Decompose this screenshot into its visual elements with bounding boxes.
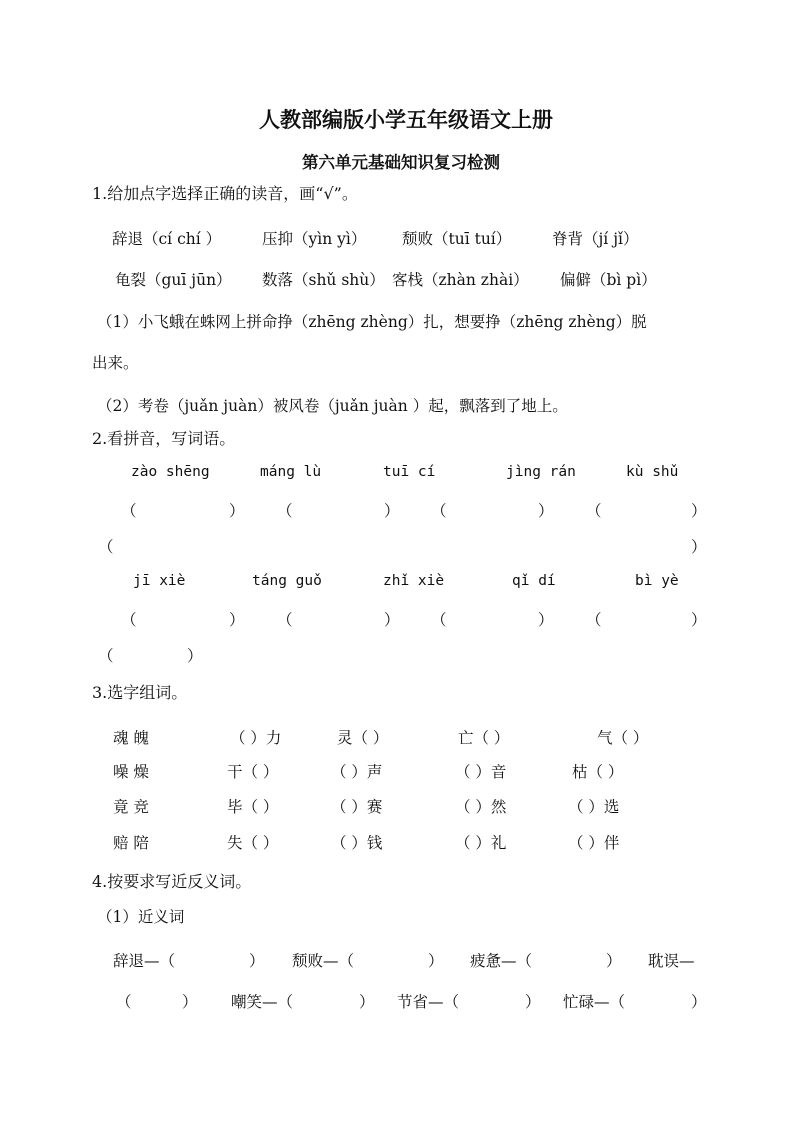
pinyin-prompt: táng guǒ <box>252 573 322 589</box>
pinyin-prompt: bì yè <box>635 573 679 589</box>
pinyin-prompt: zhǐ xiè <box>383 573 445 589</box>
q3-blank-item: 气（ ） <box>597 729 649 747</box>
q3-blank-item: （ ）选 <box>568 798 620 816</box>
answer-blank-open: （ <box>586 502 602 520</box>
pinyin-prompt: jìng rán <box>506 464 576 480</box>
q1-sentence-1-cont: 出来。 <box>92 354 139 372</box>
answer-blank-close: ） <box>187 647 203 665</box>
q4-synonym-close: ） <box>428 952 444 970</box>
q3-blank-item: 枯（ ） <box>572 763 624 781</box>
q1-item: 客栈（zhàn zhài） <box>392 271 529 289</box>
q4-synonym-item: 耽误— <box>648 952 695 970</box>
q3-blank-item: 毕（ ） <box>227 798 279 816</box>
q3-blank-item: 亡（ ） <box>458 729 510 747</box>
q4-synonym-item: 节省—（ <box>397 993 460 1011</box>
q1-item: 压抑（yìn yì） <box>262 230 367 248</box>
q3-blank-item: 失（ ） <box>227 834 279 852</box>
q1-item: 偏僻（bì pì） <box>560 271 657 289</box>
answer-blank-open: （ <box>277 611 293 629</box>
q3-blank-item: （ ）声 <box>331 763 383 781</box>
page-title: 人教部编版小学五年级语文上册 <box>259 107 553 132</box>
q1-sentence-1: （1）小飞蛾在蛛网上拼命挣（zhēng zhèng）扎，想要挣（zhēng zhèng）脱 <box>97 313 647 331</box>
answer-blank-close: ） <box>691 502 707 520</box>
q4-synonym-item: 忙碌—（ <box>563 993 626 1011</box>
q1-item: 辞退（cí chí ） <box>112 230 222 248</box>
page-subtitle: 第六单元基础知识复习检测 <box>302 153 500 172</box>
q4-subheading: （1）近义词 <box>97 908 185 926</box>
pinyin-prompt: máng lù <box>260 464 322 480</box>
pinyin-prompt: jī xiè <box>133 573 186 589</box>
q1-sentence-2: （2）考卷（juǎn juàn）被风卷（juǎn juàn ）起，飘落到了地上。 <box>97 397 568 415</box>
answer-blank-close: ） <box>384 502 400 520</box>
answer-blank-close: ） <box>384 611 400 629</box>
answer-blank-close: ） <box>691 538 707 556</box>
question-3-heading: 3.选字组词。 <box>92 683 188 702</box>
answer-blank-open: （ <box>586 611 602 629</box>
q3-blank-item: （ ）音 <box>455 763 507 781</box>
q4-synonym-item: 颓败—（ <box>292 952 355 970</box>
q3-blank-item: （ ）伴 <box>568 834 620 852</box>
q4-synonym-item: 辞退—（ <box>113 952 176 970</box>
q3-char-pair: 竟 竞 <box>113 798 149 816</box>
q4-synonym-item: 嘲笑—（ <box>231 993 294 1011</box>
question-2-heading: 2.看拼音，写词语。 <box>92 429 236 448</box>
pinyin-prompt: qǐ dí <box>512 573 556 589</box>
q1-item: 颓败（tuī tuí） <box>402 230 512 248</box>
q4-synonym-close: ） <box>606 952 622 970</box>
question-4-heading: 4.按要求写近反义词。 <box>92 872 252 891</box>
q4-synonym-close: ） <box>525 993 541 1011</box>
answer-blank-close: ） <box>229 502 245 520</box>
answer-blank-open: （ <box>98 647 114 665</box>
q3-char-pair: 赔 陪 <box>113 834 149 852</box>
pinyin-prompt: zào shēng <box>131 464 210 480</box>
q3-blank-item: （ ）钱 <box>331 834 383 852</box>
q1-item: 数落（shǔ shù） <box>262 271 385 289</box>
q3-blank-item: 灵（ ） <box>337 729 389 747</box>
answer-blank-open: （ <box>431 611 447 629</box>
q4-synonym-close: ） <box>249 952 265 970</box>
q3-blank-item: （ ）礼 <box>455 834 507 852</box>
answer-blank-close: ） <box>691 611 707 629</box>
q3-blank-item: （ ）然 <box>455 798 507 816</box>
answer-blank-open: （ <box>121 611 137 629</box>
q3-blank-item: （ ）力 <box>230 729 282 747</box>
q4-synonym-close: ） <box>182 993 198 1011</box>
pinyin-prompt: kù shǔ <box>626 464 679 480</box>
pinyin-prompt: tuī cí <box>383 464 436 480</box>
answer-blank-close: ） <box>229 611 245 629</box>
answer-blank-open: （ <box>98 538 114 556</box>
question-1-heading: 1.给加点字选择正确的读音，画“√”。 <box>92 184 358 203</box>
q3-char-pair: 噪 燥 <box>113 763 149 781</box>
answer-blank-open: （ <box>121 502 137 520</box>
q4-synonym-close: ） <box>691 993 707 1011</box>
q1-item: 龟裂（guī jūn） <box>115 271 232 289</box>
answer-blank-open: （ <box>431 502 447 520</box>
q3-blank-item: （ ）赛 <box>331 798 383 816</box>
q1-item: 脊背（jí jǐ） <box>552 230 639 248</box>
q4-synonym-open: （ <box>116 993 132 1011</box>
q3-char-pair: 魂 魄 <box>113 729 149 747</box>
answer-blank-close: ） <box>538 502 554 520</box>
q3-blank-item: 干（ ） <box>227 763 279 781</box>
q4-synonym-item: 疲惫—（ <box>470 952 533 970</box>
answer-blank-open: （ <box>277 502 293 520</box>
q4-synonym-close: ） <box>359 993 375 1011</box>
answer-blank-close: ） <box>538 611 554 629</box>
